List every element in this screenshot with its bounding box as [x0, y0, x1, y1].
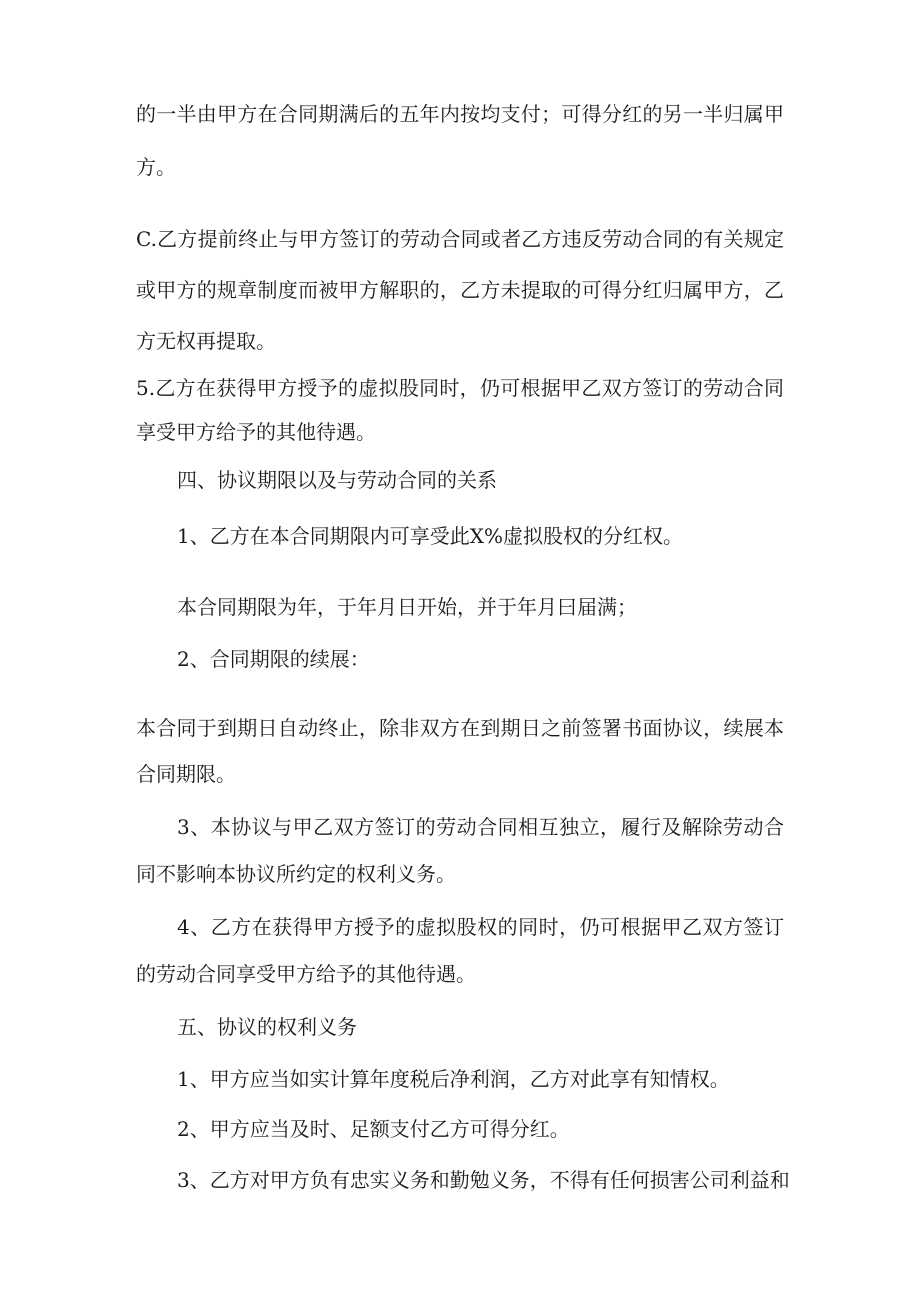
text-line: 2、甲方应当及时、足额支付乙方可得分红。 [177, 1117, 570, 1141]
text-line: C.乙方提前终止与甲方签订的劳动合同或者乙方违反劳动合同的有关规定 [136, 227, 784, 251]
text-line: 或甲方的规章制度而被甲方解职的，乙方未提取的可得分红归属甲方，乙 [136, 278, 784, 302]
text-line: 4、乙方在获得甲方授予的虚拟股权的同时，仍可根据甲乙双方签订 [177, 915, 784, 939]
text-line: 5.乙方在获得甲方授予的虚拟股同时，仍可根据甲乙双方签订的劳动合同 [136, 376, 784, 400]
text-line: 合同期限。 [136, 762, 236, 786]
text-line: 3、本协议与甲乙双方签订的劳动合同相互独立，履行及解除劳动合 [177, 815, 784, 839]
section-heading: 四、协议期限以及与劳动合同的关系 [177, 468, 497, 492]
text-line: 的一半由甲方在合同期满后的五年内按均支付；可得分红的另一半归属甲 [136, 102, 784, 126]
text-line: 1、乙方在本合同期限内可享受此X%虚拟股权的分红权。 [177, 524, 683, 548]
text-line: 方。 [136, 155, 176, 179]
text-line: 享受甲方给予的其他待遇。 [136, 420, 376, 444]
text-line: 同不影响本协议所约定的权利义务。 [136, 862, 456, 886]
text-line: 本合同于到期日自动终止，除非双方在到期日之前签署书面协议，续展本 [136, 716, 784, 740]
text-line: 3、乙方对甲方负有忠实义务和勤勉义务，不得有任何损害公司利益和 [177, 1168, 790, 1192]
text-line: 的劳动合同享受甲方给予的其他待遇。 [136, 962, 476, 986]
text-line: 本合同期限为年，于年月日开始，并于年月曰届满； [177, 595, 637, 619]
text-line: 1、甲方应当如实计算年度税后净利润，乙方对此享有知情权。 [177, 1067, 730, 1091]
section-heading: 五、协议的权利义务 [177, 1015, 357, 1039]
text-line: 方无权再提取。 [136, 329, 276, 353]
text-line: 2、合同期限的续展： [177, 647, 370, 671]
